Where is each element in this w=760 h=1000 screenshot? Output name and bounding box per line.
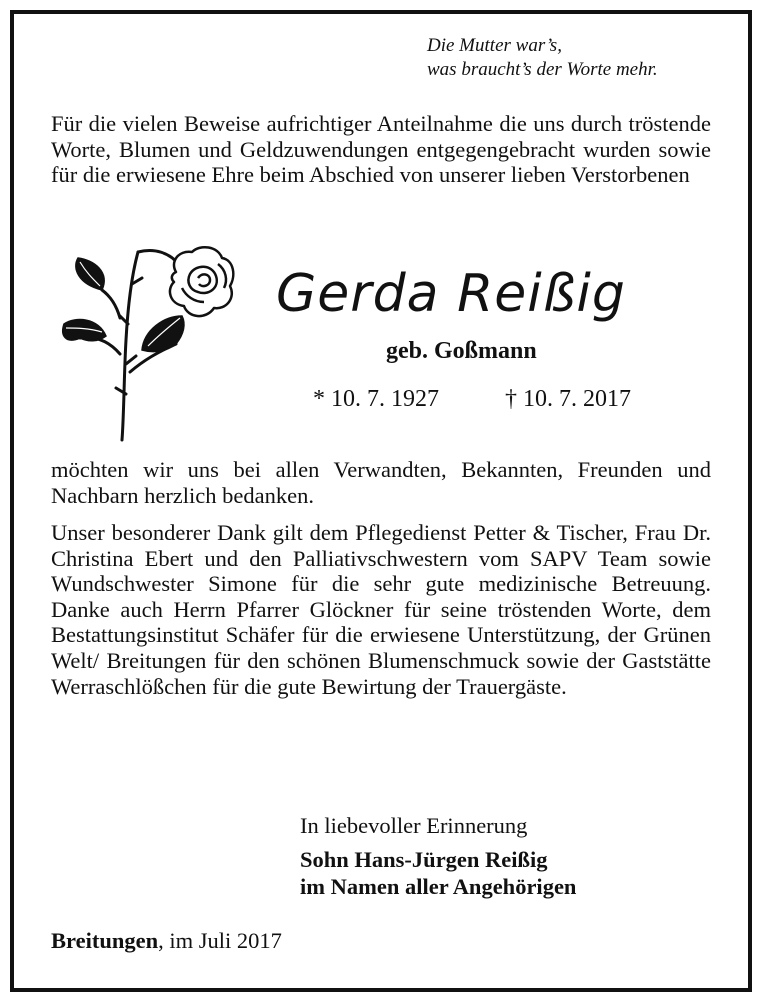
place-town: Breitungen — [51, 928, 159, 953]
motto-line-1: Die Mutter war’s, — [427, 35, 562, 56]
death-date: † 10. 7. 2017 — [505, 386, 631, 412]
birth-name: geb. Goßmann — [386, 338, 537, 364]
signer-line-1: Sohn Hans-Jürgen Reißig — [300, 847, 548, 872]
motto — [427, 34, 658, 82]
motto-line-2: was braucht’s der Worte mehr. — [427, 59, 658, 80]
life-dates — [313, 386, 631, 413]
signer-line-2: im Namen aller Angehörigen — [300, 874, 577, 899]
special-thanks-paragraph: Unser besonderer Dank gilt dem Pflegedienst Petter & Tischer, Frau Dr. Christina Ebert und den Palliativschwestern vom SAPV Team sowie Wundschwester Simone für die sehr gute medizinische Betreuung. Danke auch Herrn Pfarrer Glöckner für seine tröstenden Worte, dem Bestattungsinstitut Schäfer für die erwiesene Unterstützung, der Grünen Welt/ Breitungen für den schönen Blumenschmuck sowie der Gaststätte Werraschlößchen für die gute Bewirtung der Trauergäste. — [51, 520, 711, 699]
deceased-name: Gerda Reißig — [276, 264, 626, 324]
place-date-text: , im Juli 2017 — [158, 928, 282, 953]
place-date — [51, 928, 282, 954]
intro-paragraph: Für die vielen Beweise aufrichtiger Anteilnahme die uns durch tröstende Worte, Blumen und Geldzuwendungen entgegengebracht wurden sowie für die erwiesene Ehre beim Abschied von unserer lieben Verstorbenen — [51, 111, 711, 188]
birth-date: * 10. 7. 1927 — [313, 386, 439, 412]
rose-icon — [58, 244, 248, 444]
signers — [300, 846, 576, 900]
thanks-paragraph: möchten wir uns bei allen Verwandten, Bekannten, Freunden und Nachbarn herzlich bedanken. — [51, 457, 711, 508]
closing-line: In liebevoller Erinnerung — [300, 813, 528, 838]
